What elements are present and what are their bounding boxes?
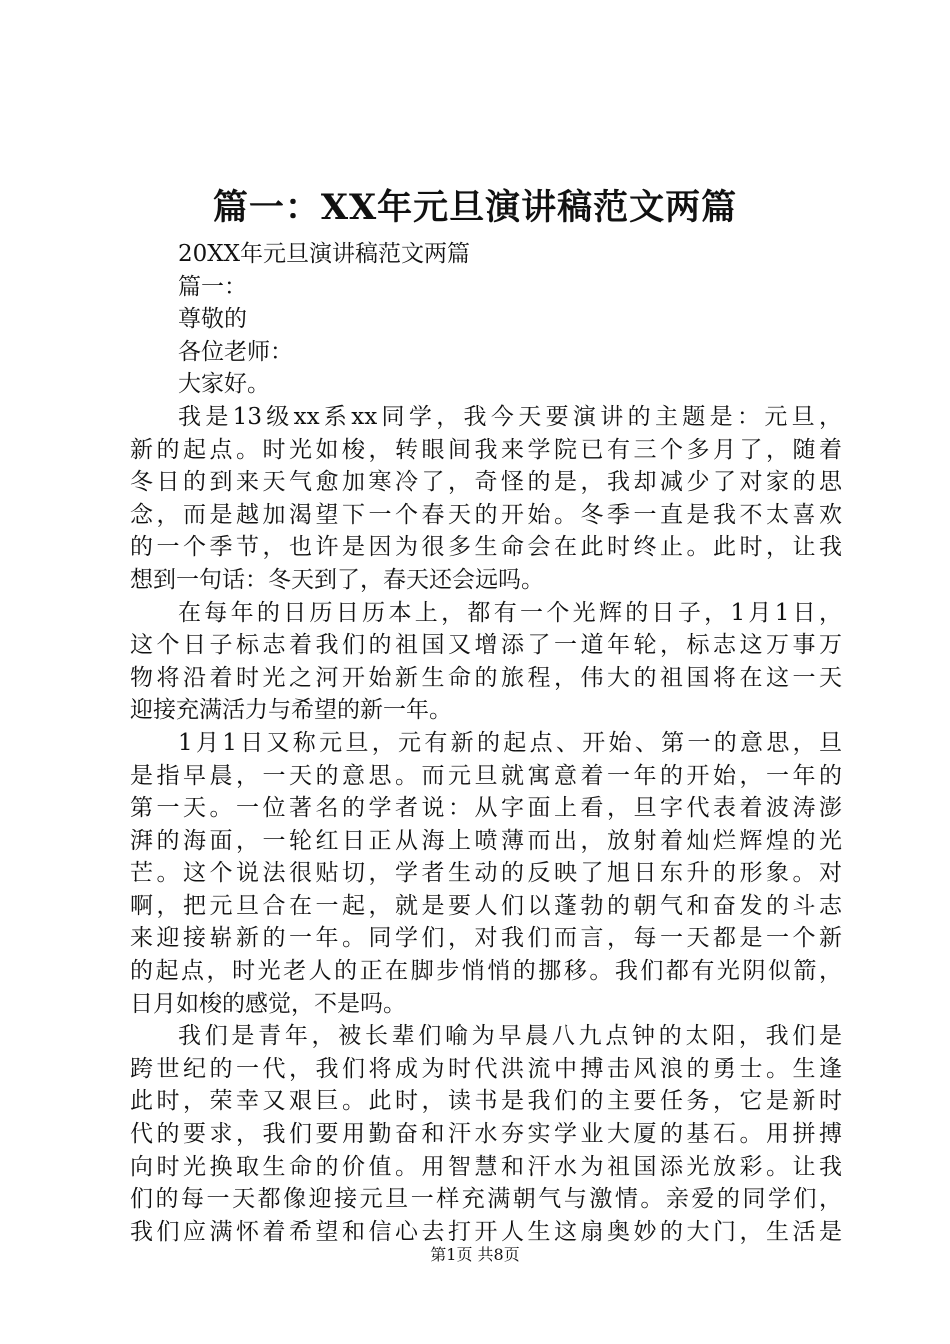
paragraph-3 [130,727,842,1020]
document-body [130,238,842,1248]
paragraph-line: 们的每一天都像迎接元旦一样充满朝气与激情。亲爱的同学们， [130,1186,842,1213]
paragraph-line: 我们应满怀着希望和信心去打开人生这扇奥妙的大门，生活是 [130,1218,842,1245]
paragraph-line: 此时，荣幸又艰巨。此时，读书是我们的主要任务，它是新时 [130,1088,842,1115]
paragraph-line: 是指早晨，一天的意思。而元旦就寓意着一年的开始，一年的 [130,762,842,789]
paragraph-line: 迎接充满活力与希望的新一年。 [130,697,452,724]
section-label: 篇一： [178,273,247,300]
paragraph-line: 念，而是越加渴望下一个春天的开始。冬季一直是我不太喜欢 [130,501,842,528]
paragraph-2 [130,597,842,727]
salutation-line: 尊敬的 [178,306,247,333]
paragraph-line: 啊，把元旦合在一起，就是要人们以蓬勃的朝气和奋发的斗志 [130,892,842,919]
paragraph-line: 的一个季节，也许是因为很多生命会在此时终止。此时，让我 [130,534,842,561]
paragraph-line: 向时光换取生命的价值。用智慧和汗水为祖国添光放彩。让我 [130,1153,842,1180]
paragraph-line: 跨世纪的一代，我们将成为时代洪流中搏击风浪的勇士。生逢 [130,1055,842,1082]
paragraph-line: 来迎接崭新的一年。同学们，对我们而言，每一天都是一个新 [130,925,842,952]
paragraph-line: 我们是青年，被长辈们喻为早晨八九点钟的太阳，我们是 [178,1023,842,1050]
paragraph-1 [130,401,842,597]
paragraph-4 [130,1020,842,1248]
subtitle-line: 20XX年元旦演讲稿范文两篇 [178,241,471,267]
greeting-line: 大家好。 [178,371,270,398]
paragraph-line: 的起点，时光老人的正在脚步悄悄的挪移。我们都有光阴似箭， [130,958,842,985]
salutation-line: 各位老师： [178,338,293,365]
page-number-footer: 第1页 共8页 [430,1245,520,1264]
paragraph-line: 这个日子标志着我们的祖国又增添了一道年轮，标志这万事万 [130,632,842,659]
paragraph-line: 芒。这个说法很贴切，学者生动的反映了旭日东升的形象。对 [130,860,842,887]
paragraph-line: 我是13级xx系xx同学，我今天要演讲的主题是：元旦， [178,403,842,430]
paragraph-line: 第一天。一位著名的学者说：从字面上看，旦字代表着波涛澎 [130,795,842,822]
paragraph-line: 想到一句话：冬天到了，春天还会远吗。 [130,566,544,593]
paragraph-line: 代的要求，我们要用勤奋和汗水夯实学业大厦的基石。用拼搏 [130,1121,842,1148]
paragraph-line: 新的起点。时光如梭，转眼间我来学院已有三个多月了，随着 [130,436,842,463]
paragraph-line: 冬日的到来天气愈加寒冷了，奇怪的是，我却减少了对家的思 [130,469,842,496]
paragraph-line: 日月如梭的感觉，不是吗。 [130,990,406,1017]
paragraph-line: 物将沿着时光之河开始新生命的旅程，伟大的祖国将在这一天 [130,664,842,691]
paragraph-line: 1月1日又称元旦，元有新的起点、开始、第一的意思，旦 [178,729,842,756]
paragraph-line: 在每年的日历日历本上，都有一个光辉的日子，1月1日， [178,599,842,626]
document-title: 篇一：XX年元旦演讲稿范文两篇 [212,187,738,228]
paragraph-line: 湃的海面，一轮红日正从海上喷薄而出，放射着灿烂辉煌的光 [130,827,842,854]
